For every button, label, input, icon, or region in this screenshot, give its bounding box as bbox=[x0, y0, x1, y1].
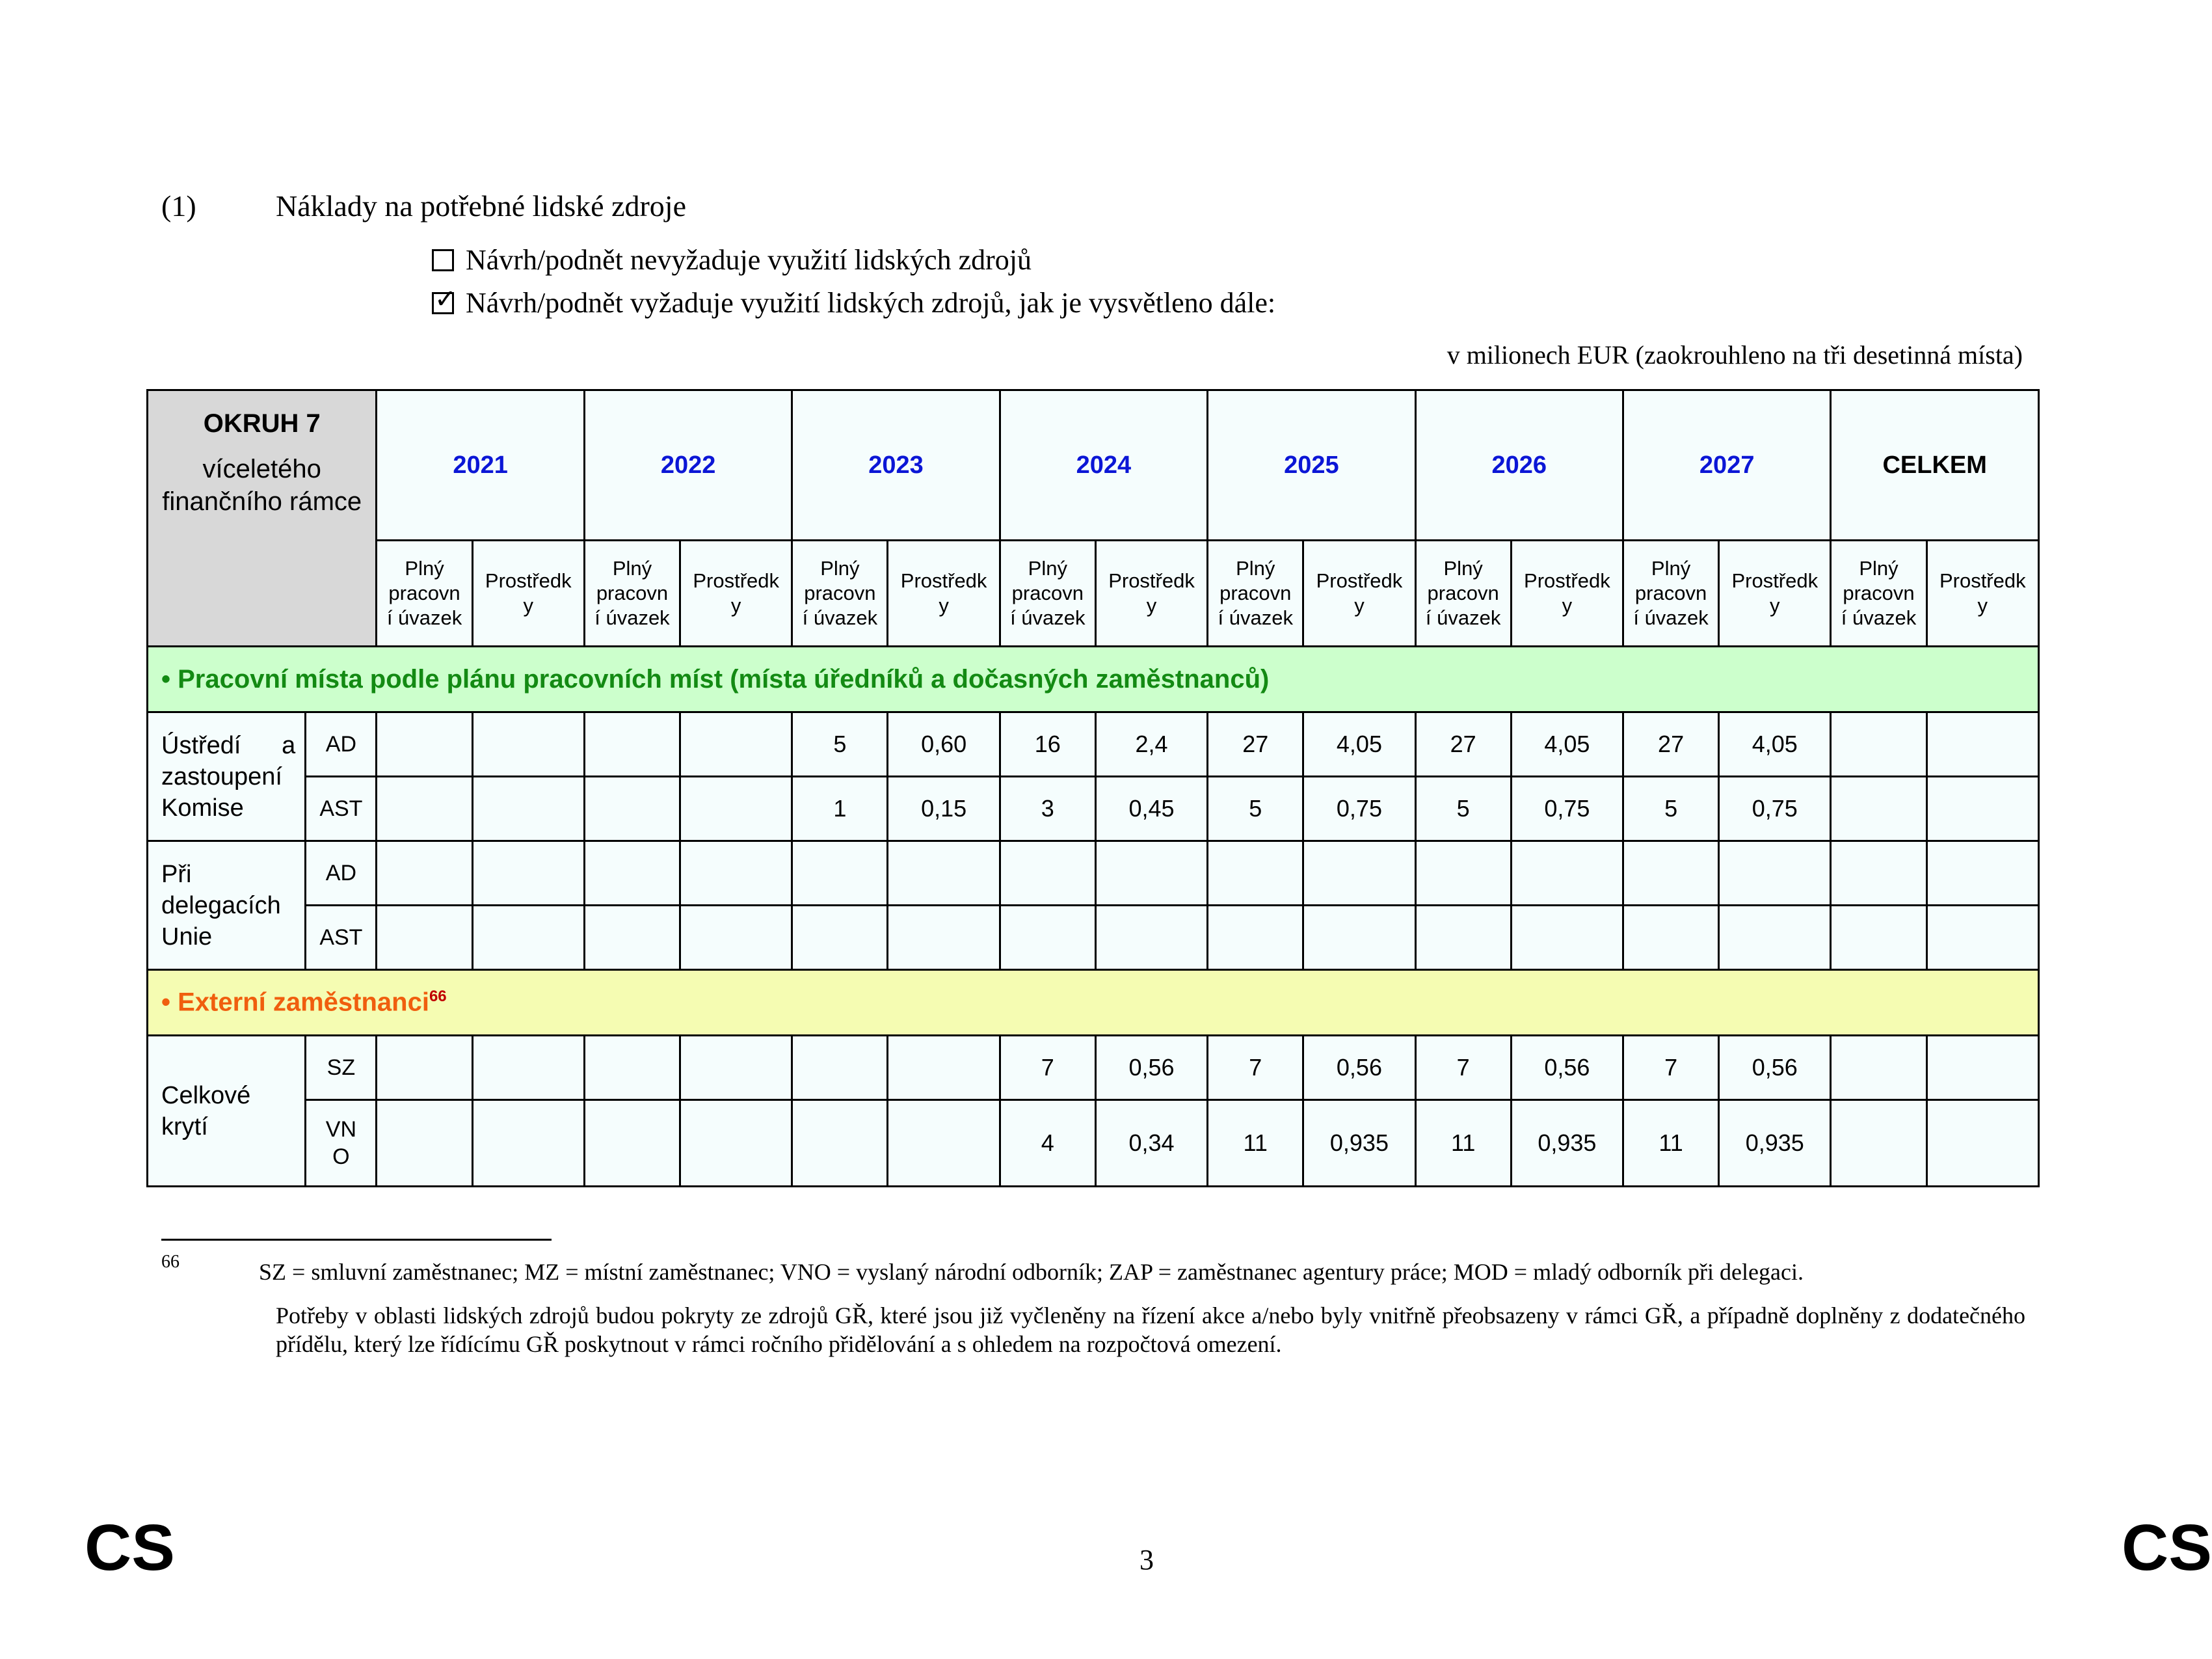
subheader-text: í úvazek bbox=[1425, 606, 1501, 629]
footnote-number: 66 bbox=[161, 1252, 180, 1272]
subheader-text: Prostředk bbox=[1108, 569, 1195, 592]
cell-funds: 0,56 bbox=[1303, 1036, 1415, 1100]
footnote-separator bbox=[161, 1239, 552, 1241]
subheader-text: Plný bbox=[1443, 557, 1483, 580]
subheader-text: pracovn bbox=[1634, 582, 1707, 604]
subheader-funds bbox=[888, 541, 1000, 647]
cell-funds bbox=[472, 1036, 584, 1100]
cell-fte bbox=[1623, 906, 1718, 970]
cell-fte bbox=[1831, 712, 1926, 777]
year-header: 2027 bbox=[1623, 390, 1830, 541]
cell-fte bbox=[584, 841, 680, 906]
section-title: Náklady na potřebné lidské zdroje bbox=[276, 189, 686, 223]
group-label-part: delegacích bbox=[161, 891, 281, 919]
table-corner-header bbox=[148, 390, 377, 647]
corner-line2: víceletého bbox=[202, 455, 321, 483]
group-label-part: Komise bbox=[161, 794, 244, 822]
cell-fte: 5 bbox=[792, 712, 888, 777]
category-label: AST bbox=[306, 777, 377, 841]
subheader-fte bbox=[377, 541, 472, 647]
unit-note: v milionech EUR (zaokrouhleno na tři desetinná místa) bbox=[1446, 340, 2023, 370]
cell-fte: 27 bbox=[1623, 712, 1718, 777]
section-number: (1) bbox=[161, 189, 196, 223]
cell-funds: 0,45 bbox=[1095, 777, 1207, 841]
subheader-text: Plný bbox=[612, 557, 652, 580]
subheader-text: í úvazek bbox=[802, 606, 878, 629]
cell-funds: 0,75 bbox=[1303, 777, 1415, 841]
subheader-text: Plný bbox=[405, 557, 444, 580]
subheader-text: pracovn bbox=[1219, 582, 1292, 604]
cell-fte bbox=[1831, 906, 1926, 970]
section-external-staff bbox=[148, 970, 2039, 1036]
cell-fte bbox=[1831, 1100, 1926, 1187]
cell-funds: 0,935 bbox=[1719, 1100, 1831, 1187]
cell-fte: 7 bbox=[1415, 1036, 1511, 1100]
year-header: 2022 bbox=[584, 390, 792, 541]
category-label: SZ bbox=[306, 1036, 377, 1100]
cell-fte bbox=[1831, 841, 1926, 906]
cell-fte bbox=[1000, 906, 1095, 970]
page-number: 3 bbox=[1139, 1544, 1154, 1576]
subheader-fte bbox=[1623, 541, 1718, 647]
subheader-fte bbox=[584, 541, 680, 647]
cell-funds bbox=[1926, 906, 2038, 970]
cell-funds bbox=[1095, 841, 1207, 906]
subheader-text: pracovn bbox=[804, 582, 876, 604]
cell-funds bbox=[680, 906, 792, 970]
cell-funds bbox=[1926, 841, 2038, 906]
hr-table bbox=[146, 389, 2040, 1187]
year-header: 2026 bbox=[1415, 390, 1623, 541]
group-label-delegations bbox=[148, 841, 306, 970]
cell-fte bbox=[1623, 841, 1718, 906]
cell-funds: 2,4 bbox=[1095, 712, 1207, 777]
cell-funds: 0,56 bbox=[1095, 1036, 1207, 1100]
cell-fte bbox=[584, 712, 680, 777]
cell-fte: 11 bbox=[1415, 1100, 1511, 1187]
subheader-text: Prostředk bbox=[1939, 569, 2026, 592]
cell-fte bbox=[584, 906, 680, 970]
cell-fte: 7 bbox=[1000, 1036, 1095, 1100]
cell-funds bbox=[1926, 1100, 2038, 1187]
category-label-part: O bbox=[332, 1144, 350, 1169]
cell-funds: 4,05 bbox=[1303, 712, 1415, 777]
cell-funds bbox=[1303, 841, 1415, 906]
category-label: AD bbox=[306, 841, 377, 906]
cell-fte: 11 bbox=[1623, 1100, 1718, 1187]
group-label-part: zastoupení bbox=[161, 762, 282, 790]
cell-funds bbox=[472, 906, 584, 970]
corner-line3: finančního rámce bbox=[162, 487, 362, 516]
cell-funds bbox=[472, 1100, 584, 1187]
cell-funds bbox=[472, 777, 584, 841]
subheader-text: Prostředk bbox=[485, 569, 572, 592]
cell-fte: 16 bbox=[1000, 712, 1095, 777]
cell-fte: 4 bbox=[1000, 1100, 1095, 1187]
subheader-text: y bbox=[1146, 594, 1157, 617]
group-label-part: krytí bbox=[161, 1113, 208, 1140]
footnote-paragraph: Potřeby v oblasti lidských zdrojů budou pokryty ze zdrojů GŘ, které jsou již vyčleněny na řízení akce a/nebo byly vnitřně přeobsazeny v rámci GŘ, a případně doplněny z dodatečného přídělu, který lze řídícímu GŘ poskytnout v rámci ročního přidělování a s ohledem na rozpočtová omezení. bbox=[276, 1302, 2025, 1357]
cell-funds bbox=[680, 712, 792, 777]
cell-fte bbox=[584, 1100, 680, 1187]
group-label-total-coverage bbox=[148, 1036, 306, 1187]
cell-funds: 0,935 bbox=[1511, 1100, 1623, 1187]
group-label-part: a bbox=[282, 731, 296, 759]
subheader-text: y bbox=[1770, 594, 1780, 617]
cell-fte: 5 bbox=[1623, 777, 1718, 841]
option-required[interactable] bbox=[432, 286, 1275, 319]
cell-funds: 4,05 bbox=[1511, 712, 1623, 777]
subheader-text: í úvazek bbox=[594, 606, 670, 629]
group-label-part: Ústředí bbox=[161, 731, 241, 759]
cell-fte bbox=[1415, 841, 1511, 906]
cell-fte bbox=[1831, 1036, 1926, 1100]
subheader-text: pracovn bbox=[1843, 582, 1915, 604]
cell-fte: 3 bbox=[1000, 777, 1095, 841]
cell-fte bbox=[1208, 906, 1303, 970]
section-heading bbox=[161, 189, 686, 223]
cell-fte bbox=[1208, 841, 1303, 906]
subheader-fte bbox=[1831, 541, 1926, 647]
section-establishment-plan: • Pracovní místa podle plánu pracovních míst (místa úředníků a dočasných zaměstnanců) bbox=[148, 647, 2039, 712]
option-not-required[interactable] bbox=[432, 243, 1032, 276]
year-header: 2025 bbox=[1208, 390, 1415, 541]
subheader-text: y bbox=[939, 594, 949, 617]
cell-fte bbox=[792, 1100, 888, 1187]
subheader-text: í úvazek bbox=[386, 606, 462, 629]
cell-fte bbox=[792, 1036, 888, 1100]
group-label-part: Celkové bbox=[161, 1081, 251, 1109]
cell-funds bbox=[1511, 841, 1623, 906]
cell-funds bbox=[680, 1100, 792, 1187]
cell-funds bbox=[1926, 777, 2038, 841]
cell-fte bbox=[584, 777, 680, 841]
cell-funds: 0,15 bbox=[888, 777, 1000, 841]
subheader-text: y bbox=[1354, 594, 1365, 617]
footnote-ref[interactable]: 66 bbox=[429, 988, 447, 1006]
cell-funds bbox=[680, 841, 792, 906]
cell-fte bbox=[377, 777, 472, 841]
cell-funds bbox=[1719, 841, 1831, 906]
subheader-text: y bbox=[1977, 594, 1988, 617]
cell-funds bbox=[888, 1036, 1000, 1100]
cell-fte: 7 bbox=[1623, 1036, 1718, 1100]
subheader-text: pracovn bbox=[1011, 582, 1084, 604]
cell-funds: 4,05 bbox=[1719, 712, 1831, 777]
year-header: 2024 bbox=[1000, 390, 1207, 541]
subheader-text: pracovn bbox=[388, 582, 460, 604]
subheader-fte bbox=[792, 541, 888, 647]
subheader-text: y bbox=[523, 594, 533, 617]
cell-funds: 0,34 bbox=[1095, 1100, 1207, 1187]
year-header: 2021 bbox=[377, 390, 584, 541]
subheader-text: í úvazek bbox=[1633, 606, 1709, 629]
cell-funds bbox=[888, 1100, 1000, 1187]
subheader-text: Plný bbox=[1236, 557, 1275, 580]
cell-funds bbox=[472, 841, 584, 906]
cell-fte bbox=[377, 1100, 472, 1187]
language-code-right: CS bbox=[2122, 1511, 2212, 1584]
subheader-text: Prostředk bbox=[693, 569, 780, 592]
subheader-funds bbox=[1926, 541, 2038, 647]
cell-fte bbox=[1000, 841, 1095, 906]
year-header: 2023 bbox=[792, 390, 1000, 541]
subheader-text: y bbox=[1562, 594, 1573, 617]
corner-title: OKRUH 7 bbox=[203, 409, 321, 438]
subheader-funds bbox=[1719, 541, 1831, 647]
subheader-text: Plný bbox=[1651, 557, 1691, 580]
checkbox-empty-icon[interactable] bbox=[432, 249, 454, 271]
cell-fte bbox=[377, 841, 472, 906]
section-external-text: • Externí zaměstnanci bbox=[161, 988, 429, 1017]
option-text: Návrh/podnět vyžaduje využití lidských zdrojů, jak je vysvětleno dále: bbox=[466, 287, 1276, 319]
cell-funds: 0,75 bbox=[1719, 777, 1831, 841]
cell-funds bbox=[1926, 1036, 2038, 1100]
subheader-fte bbox=[1208, 541, 1303, 647]
language-code-left: CS bbox=[85, 1511, 175, 1584]
category-label bbox=[306, 1100, 377, 1187]
cell-funds bbox=[888, 841, 1000, 906]
cell-funds bbox=[472, 712, 584, 777]
cell-fte bbox=[584, 1036, 680, 1100]
category-label-part: VN bbox=[325, 1117, 356, 1142]
subheader-funds bbox=[1303, 541, 1415, 647]
cell-fte bbox=[1415, 906, 1511, 970]
cell-fte: 7 bbox=[1208, 1036, 1303, 1100]
total-header: CELKEM bbox=[1831, 390, 2039, 541]
cell-funds bbox=[1303, 906, 1415, 970]
category-label: AD bbox=[306, 712, 377, 777]
checkbox-checked-icon[interactable]: ✓ bbox=[432, 292, 454, 314]
cell-funds: 0,935 bbox=[1303, 1100, 1415, 1187]
subheader-text: Plný bbox=[820, 557, 860, 580]
cell-funds: 0,60 bbox=[888, 712, 1000, 777]
cell-fte: 5 bbox=[1208, 777, 1303, 841]
option-text: Návrh/podnět nevyžaduje využití lidských zdrojů bbox=[466, 244, 1032, 276]
subheader-fte bbox=[1415, 541, 1511, 647]
cell-funds bbox=[1095, 906, 1207, 970]
subheader-funds bbox=[472, 541, 584, 647]
subheader-funds bbox=[680, 541, 792, 647]
cell-fte bbox=[792, 841, 888, 906]
cell-funds: 0,56 bbox=[1719, 1036, 1831, 1100]
group-label-part: Při bbox=[161, 860, 192, 888]
cell-fte: 27 bbox=[1415, 712, 1511, 777]
cell-funds bbox=[1511, 906, 1623, 970]
subheader-text: Plný bbox=[1859, 557, 1899, 580]
subheader-funds bbox=[1095, 541, 1207, 647]
subheader-text: y bbox=[730, 594, 741, 617]
cell-funds bbox=[680, 777, 792, 841]
subheader-text: Plný bbox=[1028, 557, 1067, 580]
cell-fte bbox=[792, 906, 888, 970]
category-label: AST bbox=[306, 906, 377, 970]
cell-fte: 1 bbox=[792, 777, 888, 841]
group-label-part: Unie bbox=[161, 923, 213, 951]
cell-fte bbox=[1831, 777, 1926, 841]
cell-funds: 0,56 bbox=[1511, 1036, 1623, 1100]
subheader-text: í úvazek bbox=[1841, 606, 1917, 629]
cell-funds: 0,75 bbox=[1511, 777, 1623, 841]
cell-fte: 27 bbox=[1208, 712, 1303, 777]
cell-fte bbox=[377, 712, 472, 777]
subheader-funds bbox=[1511, 541, 1623, 647]
subheader-text: Prostředk bbox=[1316, 569, 1403, 592]
subheader-text: pracovn bbox=[596, 582, 669, 604]
cell-funds bbox=[1719, 906, 1831, 970]
subheader-text: í úvazek bbox=[1010, 606, 1086, 629]
cell-funds bbox=[888, 906, 1000, 970]
subheader-text: Prostředk bbox=[1731, 569, 1819, 592]
subheader-text: pracovn bbox=[1427, 582, 1499, 604]
subheader-text: Prostředk bbox=[1524, 569, 1610, 592]
group-label-headquarters bbox=[148, 712, 306, 841]
subheader-text: Prostředk bbox=[900, 569, 987, 592]
cell-fte bbox=[377, 1036, 472, 1100]
subheader-text: í úvazek bbox=[1218, 606, 1293, 629]
cell-funds bbox=[1926, 712, 2038, 777]
cell-fte bbox=[377, 906, 472, 970]
cell-funds bbox=[680, 1036, 792, 1100]
subheader-fte bbox=[1000, 541, 1095, 647]
footnote-text: SZ = smluvní zaměstnanec; MZ = místní zaměstnanec; VNO = vyslaný národní odborník; ZAP = zaměstnanec agentury práce; MOD = mladý odborník při delegaci. bbox=[259, 1259, 1804, 1285]
cell-fte: 11 bbox=[1208, 1100, 1303, 1187]
cell-fte: 5 bbox=[1415, 777, 1511, 841]
